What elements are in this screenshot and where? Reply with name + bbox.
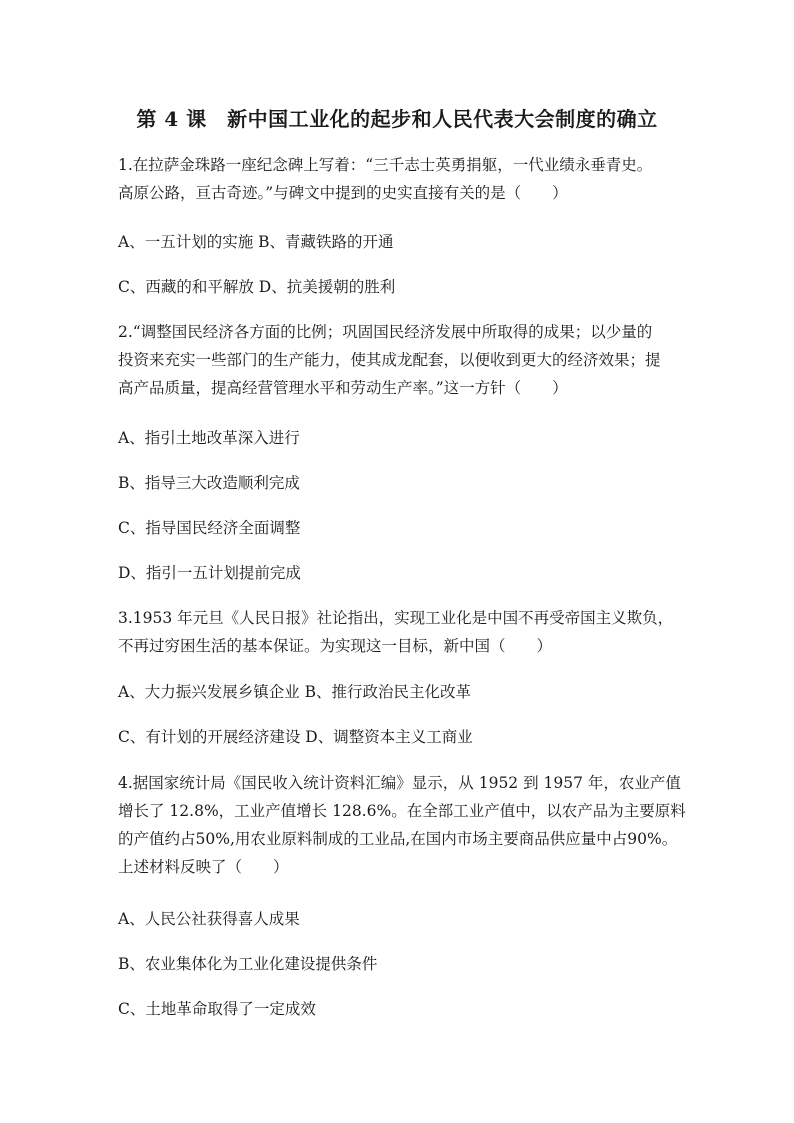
question-3-option-line bbox=[118, 678, 698, 706]
stem-line: 投资来充实一些部门的生产能力，使其成龙配套，以便收到更大的经济效果；提 bbox=[118, 351, 661, 369]
option-text: B、指导三大改造顺利完成 bbox=[118, 474, 300, 492]
option-text: C、有计划的开展经济建设 D、调整资本主义工商业 bbox=[118, 728, 473, 746]
stem-line: 的产值约占50%,用农业原料制成的工业品,在国内市场主要商品供应量中占90%。 bbox=[118, 830, 678, 848]
stem-line: 上述材料反映了（ ） bbox=[118, 858, 289, 876]
stem-line: 2.“调整国民经济各方面的比例；巩固国民经济发展中所取得的成果；以少量的 bbox=[118, 323, 653, 341]
stem-line: 4.据国家统计局《国民收入统计资料汇编》显示，从 1952 到 1957 年，农业产值 bbox=[118, 774, 681, 792]
question-4-option-line bbox=[118, 950, 698, 978]
stem-line: 高产品质量，提高经营管理水平和劳动生产率。”这一方针（ ） bbox=[118, 379, 568, 397]
question-3-stem bbox=[118, 604, 698, 660]
question-4-option-line bbox=[118, 905, 698, 933]
question-4-stem bbox=[118, 769, 698, 881]
question-4-option-line bbox=[118, 995, 698, 1023]
question-2-option-line bbox=[118, 469, 698, 497]
stem-line: 高原公路，亘古奇迹。”与碑文中提到的史实直接有关的是（ ） bbox=[118, 184, 568, 202]
question-1-stem bbox=[118, 151, 698, 207]
stem-line: 不再过穷困生活的基本保证。为实现这一目标，新中国（ ） bbox=[118, 637, 553, 655]
question-3-option-line bbox=[118, 723, 698, 751]
question-1-option-line bbox=[118, 228, 698, 256]
question-2-option-line bbox=[118, 514, 698, 542]
option-text: B、农业集体化为工业化建设提供条件 bbox=[118, 955, 378, 973]
stem-line: 增长了 12.8%，工业产值增长 128.6%。在全部工业产值中，以农产品为主要原料 bbox=[118, 802, 686, 820]
option-text: D、指引一五计划提前完成 bbox=[118, 564, 301, 582]
question-2-option-line bbox=[118, 424, 698, 452]
question-2-stem bbox=[118, 318, 698, 402]
lesson-title: 第 4 课 新中国工业化的起步和人民代表大会制度的确立 bbox=[136, 107, 658, 131]
stem-line: 1.在拉萨金珠路一座纪念碑上写着：“三千志士英勇捐躯，一代业绩永垂青史。 bbox=[118, 156, 653, 174]
option-text: C、指导国民经济全面调整 bbox=[118, 519, 301, 537]
question-2-option-line bbox=[118, 559, 698, 587]
option-text: A、指引土地改革深入进行 bbox=[118, 429, 300, 447]
stem-line: 3.1953 年元旦《人民日报》社论指出，实现工业化是中国不再受帝国主义欺负， bbox=[118, 609, 674, 627]
option-text: A、一五计划的实施 B、青藏铁路的开通 bbox=[118, 233, 394, 251]
question-1-option-line bbox=[118, 273, 698, 301]
option-text: A、大力振兴发展乡镇企业 B、推行政治民主化改革 bbox=[118, 683, 472, 701]
option-text: C、西藏的和平解放 D、抗美援朝的胜利 bbox=[118, 278, 396, 296]
option-text: A、人民公社获得喜人成果 bbox=[118, 910, 300, 928]
option-text: C、土地革命取得了一定成效 bbox=[118, 1000, 316, 1018]
